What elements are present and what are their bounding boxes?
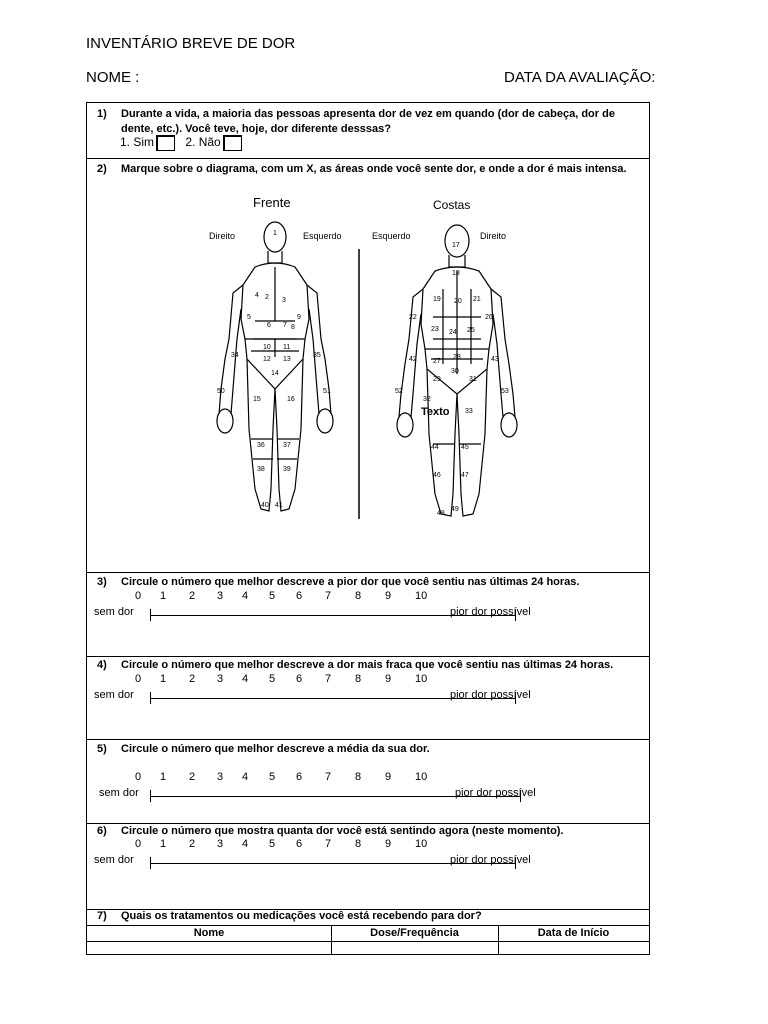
divider (87, 572, 649, 573)
front-label: Frente (253, 195, 291, 210)
scale-number-5[interactable]: 5 (269, 771, 276, 783)
scale-number-1[interactable]: 1 (160, 838, 167, 850)
scale-high-label: pior dor possível (455, 787, 536, 799)
scale-low-label: sem dor (94, 689, 134, 701)
q1-no-checkbox[interactable] (223, 135, 242, 151)
overlay-text: Texto (421, 406, 450, 418)
scale-number-2[interactable]: 2 (189, 590, 196, 602)
table-top-border (87, 925, 649, 926)
scale-number-4[interactable]: 4 (242, 673, 249, 685)
svg-text:51: 51 (323, 388, 331, 395)
svg-text:42: 42 (409, 356, 417, 363)
scale-number-9[interactable]: 9 (385, 673, 392, 685)
column-header-dose: Dose/Frequência (370, 927, 459, 939)
question-7-number: 7) (97, 910, 107, 922)
svg-text:7: 7 (283, 322, 287, 329)
scale-number-7[interactable]: 7 (325, 838, 332, 850)
scale-number-0[interactable]: 0 (135, 771, 142, 783)
scale-low-label: sem dor (94, 854, 134, 866)
svg-text:4: 4 (255, 292, 259, 299)
scale-number-3[interactable]: 3 (217, 771, 224, 783)
question-4-text: Circule o número que melhor descreve a dor mais fraca que você sentiu nas últimas 24 horas. (121, 659, 614, 671)
scale-number-5[interactable]: 5 (269, 673, 276, 685)
svg-text:15: 15 (253, 396, 261, 403)
scale-number-6[interactable]: 6 (296, 838, 303, 850)
svg-text:5: 5 (247, 314, 251, 321)
scale-number-7[interactable]: 7 (325, 590, 332, 602)
svg-text:9: 9 (297, 314, 301, 321)
svg-text:16: 16 (287, 396, 295, 403)
body-diagram[interactable] (197, 189, 537, 541)
scale-number-6[interactable]: 6 (296, 771, 303, 783)
svg-text:49: 49 (451, 506, 459, 513)
scale-end-tick (515, 857, 516, 869)
scale-number-5[interactable]: 5 (269, 590, 276, 602)
scale-number-2[interactable]: 2 (189, 771, 196, 783)
svg-text:3: 3 (282, 297, 286, 304)
divider (87, 656, 649, 657)
back-right-label: Direito (480, 231, 507, 241)
svg-text:28: 28 (453, 354, 461, 361)
svg-text:6: 6 (267, 322, 271, 329)
svg-text:17: 17 (452, 242, 460, 249)
svg-text:12: 12 (263, 356, 271, 363)
scale-number-6[interactable]: 6 (296, 673, 303, 685)
svg-text:33: 33 (465, 408, 473, 415)
scale-number-2[interactable]: 2 (189, 673, 196, 685)
scale-number-9[interactable]: 9 (385, 771, 392, 783)
scale-number-10[interactable]: 10 (415, 838, 428, 850)
question-1-text: Durante a vida, a maioria das pessoas apresenta dor de vez em quando (dor de cabeça, dor de dente, etc.). Você teve, hoje, dor diferente desssas? (121, 108, 615, 135)
svg-text:30: 30 (451, 368, 459, 375)
scale-start-tick (150, 857, 151, 869)
back-left-label: Esquerdo (372, 231, 411, 241)
question-7-text: Quais os tratamentos ou medicações você está recebendo para dor? (121, 910, 482, 922)
svg-text:44: 44 (431, 444, 439, 451)
svg-text:23: 23 (431, 326, 439, 333)
scale-start-tick (150, 790, 151, 802)
scale-number-3[interactable]: 3 (217, 838, 224, 850)
svg-text:29: 29 (433, 376, 441, 383)
back-region-numbers (395, 242, 509, 517)
scale-number-7[interactable]: 7 (325, 771, 332, 783)
svg-text:50: 50 (217, 388, 225, 395)
scale-end-tick (515, 609, 516, 621)
scale-number-7[interactable]: 7 (325, 673, 332, 685)
svg-text:48: 48 (437, 510, 445, 517)
svg-text:32: 32 (423, 396, 431, 403)
svg-text:14: 14 (271, 370, 279, 377)
scale-high-label: pior dor possível (450, 689, 531, 701)
svg-text:43: 43 (491, 356, 499, 363)
svg-text:36: 36 (257, 442, 265, 449)
svg-text:20: 20 (454, 298, 462, 305)
svg-text:21: 21 (473, 296, 481, 303)
q1-yes-label: 1. Sim (120, 135, 155, 150)
scale-number-2[interactable]: 2 (189, 838, 196, 850)
question-2-text: Marque sobre o diagrama, com um X, as áreas onde você sente dor, e onde a dor é mais intensa. (121, 163, 627, 175)
svg-text:45: 45 (461, 444, 469, 451)
scale-number-0[interactable]: 0 (135, 673, 142, 685)
question-3-text: Circule o número que melhor descreve a pior dor que você sentiu nas últimas 24 horas. (121, 576, 580, 588)
svg-text:41: 41 (275, 502, 283, 509)
divider (87, 158, 649, 159)
q1-no-label: 2. Não (185, 135, 221, 150)
svg-text:2: 2 (265, 294, 269, 301)
scale-line (150, 796, 521, 797)
scale-high-label: pior dor possível (450, 854, 531, 866)
scale-number-6[interactable]: 6 (296, 590, 303, 602)
scale-line (150, 863, 516, 864)
svg-text:10: 10 (263, 344, 271, 351)
scale-number-10[interactable]: 10 (415, 771, 428, 783)
question-3-number: 3) (97, 576, 107, 588)
svg-text:38: 38 (257, 466, 265, 473)
scale-high-label: pior dor possível (450, 606, 531, 618)
svg-text:31: 31 (469, 376, 477, 383)
scale-number-8[interactable]: 8 (355, 673, 362, 685)
question-5-text: Circule o número que melhor descreve a média da sua dor. (121, 743, 430, 755)
q1-options (120, 135, 245, 151)
svg-text:11: 11 (283, 344, 291, 351)
scale-number-5[interactable]: 5 (269, 838, 276, 850)
divider (87, 739, 649, 740)
svg-text:39: 39 (283, 466, 291, 473)
scale-start-tick (150, 609, 151, 621)
table-header-border (87, 941, 649, 942)
question-2-number: 2) (97, 163, 107, 175)
scale-end-tick (520, 790, 521, 802)
svg-text:52: 52 (395, 388, 403, 395)
question-6-number: 6) (97, 825, 107, 837)
scale-number-4[interactable]: 4 (242, 771, 249, 783)
svg-text:26: 26 (485, 314, 493, 321)
question-4-number: 4) (97, 659, 107, 671)
scale-number-0[interactable]: 0 (135, 838, 142, 850)
scale-number-9[interactable]: 9 (385, 590, 392, 602)
scale-end-tick (515, 692, 516, 704)
svg-text:19: 19 (433, 296, 441, 303)
front-right-label: Direito (209, 231, 236, 241)
scale-start-tick (150, 692, 151, 704)
front-figure (217, 222, 333, 511)
svg-text:53: 53 (501, 388, 509, 395)
svg-text:22: 22 (409, 314, 417, 321)
scale-line (150, 615, 516, 616)
name-label: NOME : (86, 69, 140, 86)
form-title: INVENTÁRIO BREVE DE DOR (86, 35, 296, 52)
scale-number-1[interactable]: 1 (160, 590, 167, 602)
svg-text:47: 47 (461, 472, 469, 479)
svg-text:1: 1 (273, 230, 277, 237)
scale-number-0[interactable]: 0 (135, 590, 142, 602)
scale-number-3[interactable]: 3 (217, 590, 224, 602)
scale-number-9[interactable]: 9 (385, 838, 392, 850)
question-6-text: Circule o número que mostra quanta dor você está sentindo agora (neste momento). (121, 825, 564, 837)
scale-number-1[interactable]: 1 (160, 771, 167, 783)
svg-text:35: 35 (313, 352, 321, 359)
column-header-start-date: Data de Início (537, 927, 610, 939)
scale-low-label: sem dor (94, 606, 134, 618)
svg-text:13: 13 (283, 356, 291, 363)
question-5-number: 5) (97, 743, 107, 755)
svg-text:8: 8 (291, 324, 295, 331)
scale-number-8[interactable]: 8 (355, 590, 362, 602)
scale-number-3[interactable]: 3 (217, 673, 224, 685)
scale-number-4[interactable]: 4 (242, 590, 249, 602)
scale-number-1[interactable]: 1 (160, 673, 167, 685)
scale-number-10[interactable]: 10 (415, 590, 428, 602)
svg-text:34: 34 (231, 352, 239, 359)
scale-number-10[interactable]: 10 (415, 673, 428, 685)
svg-text:46: 46 (433, 472, 441, 479)
svg-text:40: 40 (261, 502, 269, 509)
svg-text:37: 37 (283, 442, 291, 449)
question-1-number: 1) (97, 108, 107, 120)
scale-number-8[interactable]: 8 (355, 771, 362, 783)
back-label: Costas (433, 198, 471, 212)
column-header-name: Nome (193, 927, 225, 939)
scale-number-4[interactable]: 4 (242, 838, 249, 850)
scale-low-label: sem dor (99, 787, 139, 799)
date-label: DATA DA AVALIAÇÃO: (504, 69, 656, 86)
svg-text:27: 27 (433, 358, 441, 365)
svg-text:24: 24 (449, 329, 457, 336)
scale-line (150, 698, 516, 699)
svg-text:25: 25 (467, 327, 475, 334)
front-left-label: Esquerdo (303, 231, 342, 241)
q1-yes-checkbox[interactable] (156, 135, 175, 151)
form-frame (86, 102, 650, 955)
svg-text:18: 18 (452, 270, 460, 277)
scale-number-8[interactable]: 8 (355, 838, 362, 850)
